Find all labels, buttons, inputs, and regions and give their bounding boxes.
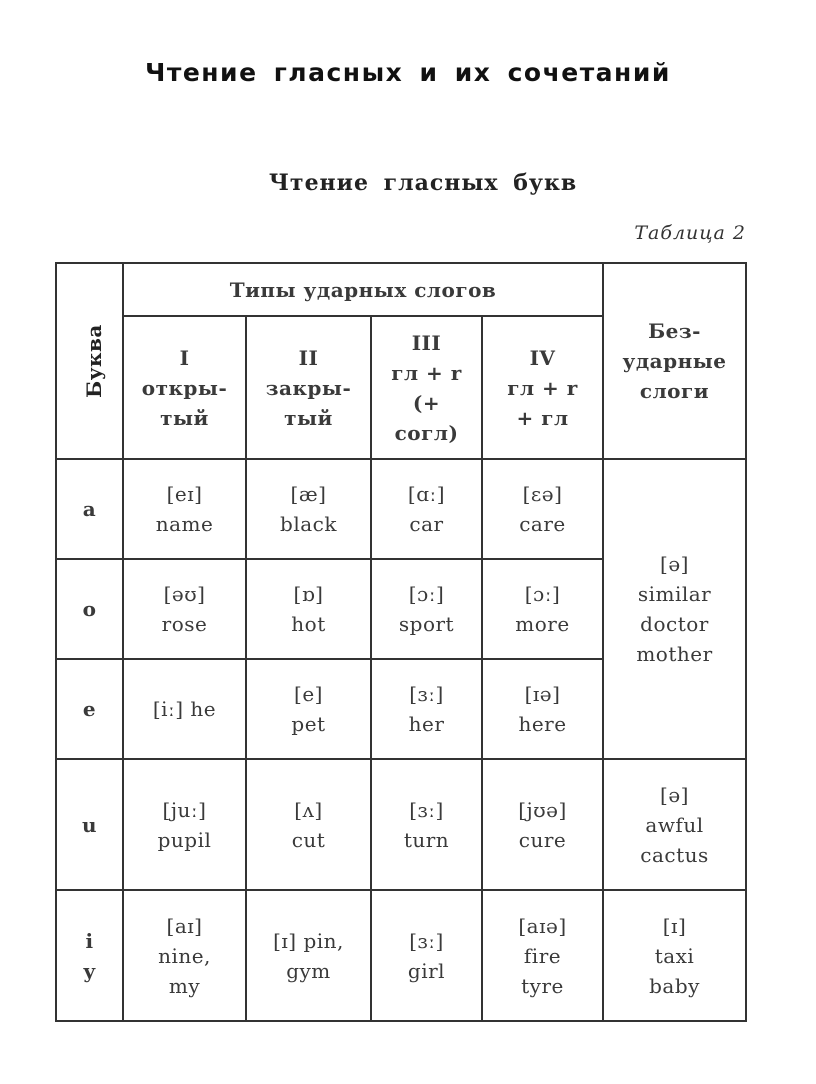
header-line: III: [411, 330, 442, 355]
cell-line: car: [409, 512, 444, 536]
cell-line: gym: [286, 958, 331, 983]
cell-line: [ɪ] pin,: [273, 928, 344, 953]
cell-line: doctor: [640, 612, 709, 636]
header-line: тый: [284, 405, 333, 430]
cell-line: [ɔː]: [408, 582, 445, 606]
letter-column-header: [56, 263, 123, 459]
cell-line: cure: [518, 827, 567, 852]
cell-line: awful: [645, 812, 704, 837]
table-cell: [371, 890, 482, 1021]
cell-line: taxi: [654, 943, 695, 968]
letter-header-text: Буква: [81, 324, 106, 398]
cell-line: [ʌ]: [294, 797, 323, 822]
cell-line: mother: [636, 642, 713, 666]
header-line: I: [179, 345, 190, 370]
header-line: согл): [394, 420, 459, 445]
cell-line: my: [168, 973, 201, 998]
cell-line: here: [518, 712, 567, 736]
table-cell: [482, 559, 603, 659]
cell-line: [juː]: [162, 797, 207, 822]
header-line: закры-: [265, 375, 352, 400]
cell-line: [ɪ]: [662, 913, 687, 938]
unstressed-cell-u: [603, 759, 746, 890]
cell-line: [æ]: [290, 482, 327, 506]
cell-line: black: [280, 512, 337, 536]
header-line: слоги: [639, 379, 710, 403]
cell-line: girl: [407, 958, 446, 983]
table-cell: [371, 559, 482, 659]
letter-text: i: [85, 928, 94, 953]
stressed-syllable-types-header: Типы ударных слогов: [123, 263, 603, 316]
table-cell: [123, 459, 246, 559]
syllable-type-vowel-r-header: [371, 316, 482, 459]
header-line: гл + r: [507, 375, 578, 400]
cell-line: [ɪə]: [524, 682, 561, 706]
table-number-label: Таблица 2: [634, 222, 746, 244]
section-title: Чтение гласных букв: [268, 170, 578, 196]
cell-line: more: [515, 612, 570, 636]
letter-cell-o: [56, 559, 123, 659]
cell-line: nine,: [158, 943, 211, 968]
header-line: ударные: [622, 349, 727, 373]
cell-line: [e]: [294, 682, 323, 706]
table-cell: [246, 459, 371, 559]
cell-line: cactus: [640, 842, 709, 867]
cell-line: [ə]: [660, 552, 689, 576]
cell-line: cut: [291, 827, 326, 852]
header-line: (+: [412, 390, 441, 415]
table-cell: [371, 459, 482, 559]
table-cell: [123, 659, 246, 759]
cell-line: [ɔː]: [524, 582, 561, 606]
cell-line: her: [408, 712, 445, 736]
cell-line: [əʊ]: [163, 582, 206, 606]
table-cell: [482, 759, 603, 890]
letter-cell-e: [56, 659, 123, 759]
page-title: Чтение гласных и их сочетаний: [145, 58, 671, 87]
table-cell: [246, 759, 371, 890]
table-cell: [371, 759, 482, 890]
cell-line: tyre: [521, 973, 564, 998]
table-cell: [482, 890, 603, 1021]
cell-line: [jʊə]: [518, 797, 567, 822]
header-line: + гл: [516, 405, 569, 430]
header-line: II: [298, 345, 319, 370]
unstressed-cell-a-o-e: [603, 459, 746, 759]
cell-line: [ɜː]: [409, 928, 444, 953]
syllable-type-vowel-r-vowel-header: [482, 316, 603, 459]
letter-text: a: [82, 497, 97, 521]
syllable-type-closed-header: [246, 316, 371, 459]
table-cell: [123, 559, 246, 659]
vowel-reading-table: [55, 262, 747, 1022]
letter-text: e: [82, 697, 97, 721]
cell-line: [iː] he: [152, 697, 217, 721]
letter-text: o: [82, 597, 97, 621]
letter-text: y: [83, 958, 96, 983]
unstressed-cell-i-y: [603, 890, 746, 1021]
header-line: гл + r: [391, 360, 462, 385]
cell-line: hot: [291, 612, 326, 636]
unstressed-syllables-header: [603, 263, 746, 459]
cell-line: pet: [291, 712, 326, 736]
syllable-type-open-header: [123, 316, 246, 459]
table-cell: [246, 659, 371, 759]
letter-text: u: [81, 812, 98, 837]
cell-line: rose: [161, 612, 208, 636]
header-line: тый: [160, 405, 209, 430]
letter-cell-i-y: [56, 890, 123, 1021]
table-cell: [123, 890, 246, 1021]
cell-line: fire: [523, 943, 562, 968]
cell-line: [ɒ]: [293, 582, 324, 606]
cell-line: [ɜː]: [409, 682, 444, 706]
header-line: IV: [529, 345, 556, 370]
header-line: Без-: [648, 319, 701, 343]
table-cell: [246, 890, 371, 1021]
cell-line: [ɑː]: [407, 482, 446, 506]
table-cell: [246, 559, 371, 659]
header-line: откры-: [141, 375, 228, 400]
table-cell: [482, 459, 603, 559]
table-cell: [482, 659, 603, 759]
cell-line: sport: [398, 612, 455, 636]
cell-line: care: [519, 512, 566, 536]
cell-line: turn: [403, 827, 450, 852]
cell-line: pupil: [157, 827, 212, 852]
letter-cell-u: [56, 759, 123, 890]
cell-line: name: [155, 512, 214, 536]
table-cell: [371, 659, 482, 759]
cell-line: [eɪ]: [166, 482, 203, 506]
table-cell: [123, 759, 246, 890]
cell-line: similar: [637, 582, 712, 606]
cell-line: baby: [649, 973, 700, 998]
cell-line: [ɜː]: [409, 797, 444, 822]
letter-cell-a: [56, 459, 123, 559]
cell-line: [aɪ]: [166, 913, 203, 938]
cell-line: [ɛə]: [522, 482, 563, 506]
cell-line: [ə]: [660, 782, 689, 807]
cell-line: [aɪə]: [518, 913, 567, 938]
